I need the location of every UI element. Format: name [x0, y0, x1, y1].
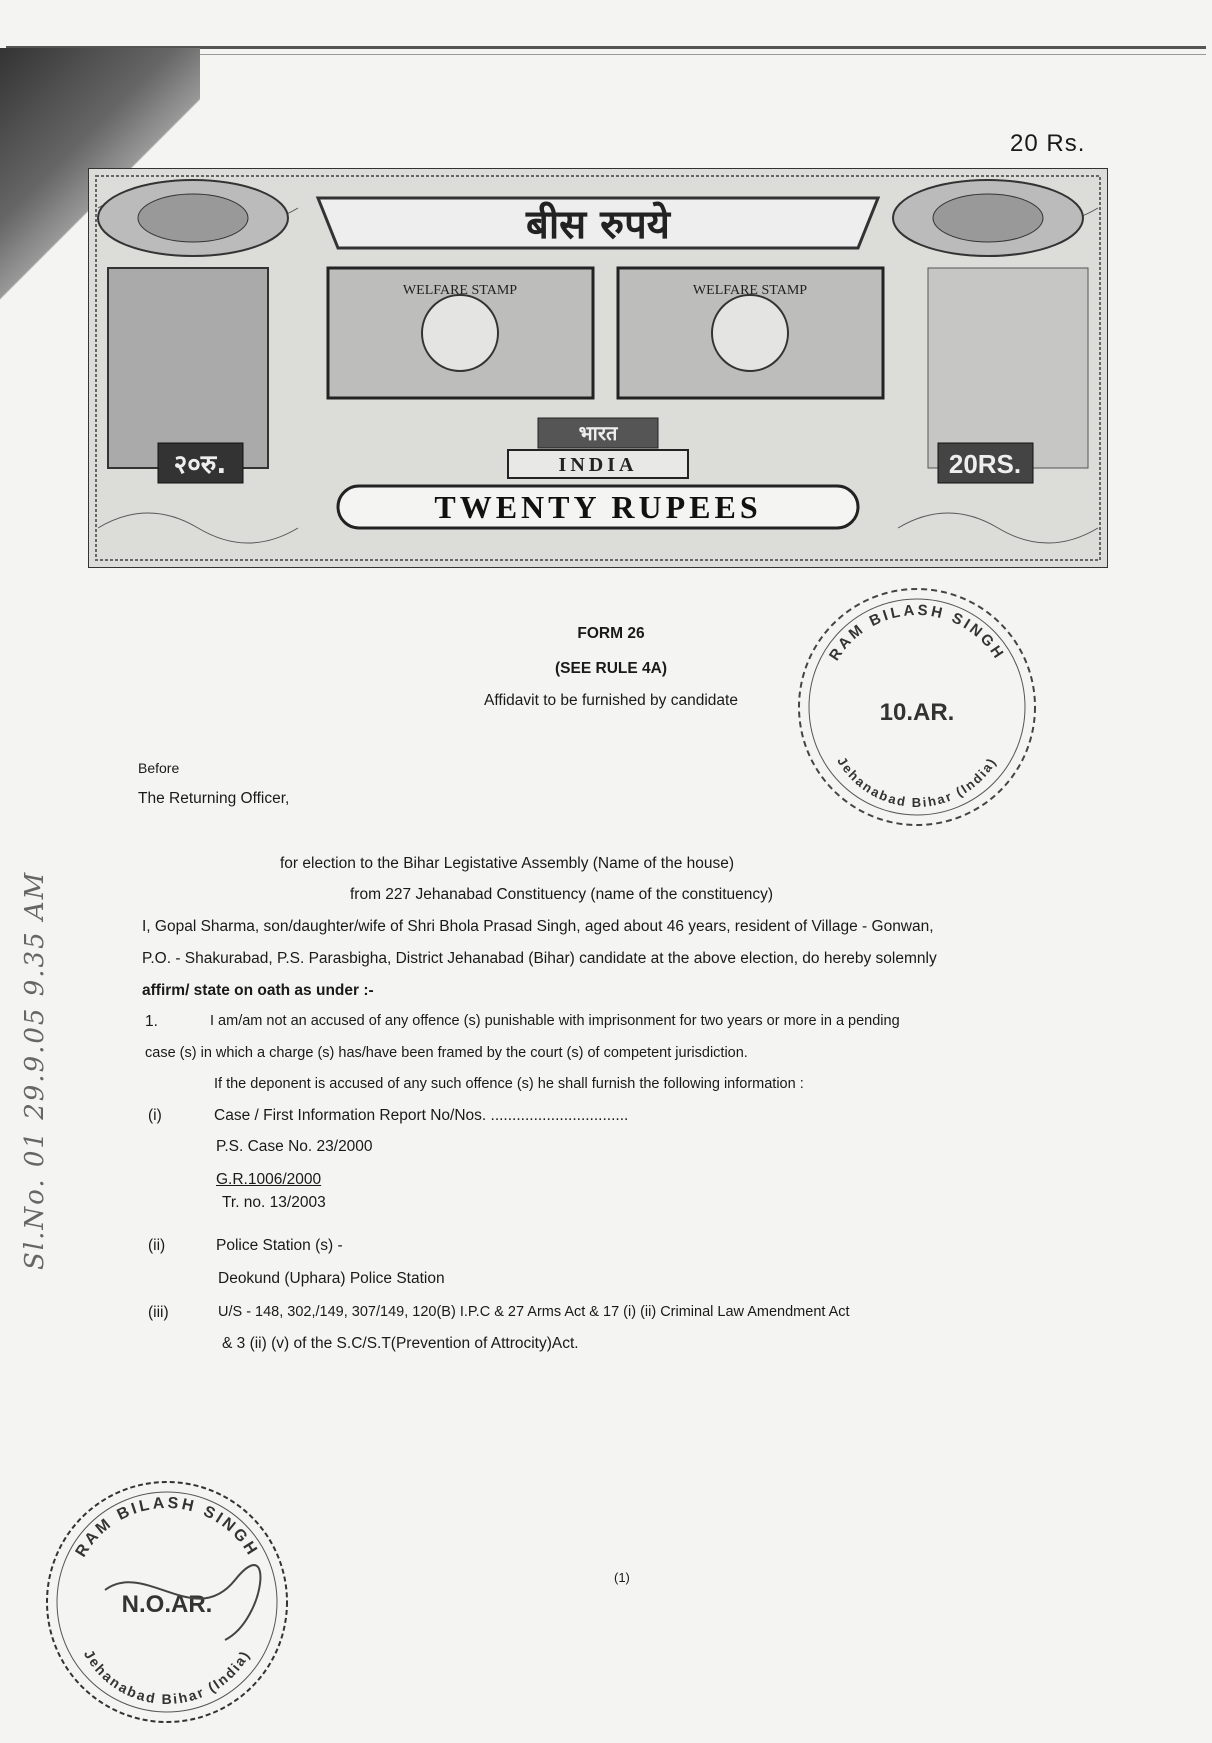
election-line-1: for election to the Bihar Legistative Assembly (Name of the house) [280, 855, 735, 872]
form-subtitle: Affidavit to be furnished by candidate [484, 692, 738, 709]
declaration-line-2: P.O. - Shakurabad, P.S. Parasbigha, District Jehanabad (Bihar) candidate at the above election, do hereby solemnly [142, 950, 937, 967]
svg-text:भारत: भारत [578, 421, 618, 445]
item-1-number: 1. [145, 1013, 158, 1030]
ps-case-number: P.S. Case No. 23/2000 [216, 1138, 373, 1155]
sub-iii-line-2: & 3 (ii) (v) of the S.C/S.T(Prevention of Attrocity)Act. [222, 1335, 579, 1352]
svg-text:२०रु.: २०रु. [173, 450, 227, 480]
stamp-paper-graphic [88, 168, 1108, 568]
right-floral-panel [928, 268, 1088, 468]
stamp-price-label: 20 Rs. [1010, 130, 1086, 157]
welfare-stamp-right [618, 268, 883, 398]
declaration-line-1: I, Gopal Sharma, son/daughter/wife of Shri Bhola Prasad Singh, aged about 46 years, resident of Village - Gonwan, [142, 918, 934, 935]
svg-text:Jehanabad Bihar (India): Jehanabad Bihar (India) [834, 754, 1000, 811]
denomination-words: TWENTY RUPEES [434, 489, 762, 525]
official-seal-top [785, 575, 1050, 840]
svg-text:10.AR.: 10.AR. [879, 699, 955, 726]
svg-text:INDIA: INDIA [558, 454, 638, 476]
police-station-value: Deokund (Uphara) Police Station [218, 1270, 445, 1287]
gr-number: G.R.1006/2000 [216, 1171, 322, 1188]
svg-text:WELFARE STAMP: WELFARE STAMP [402, 283, 518, 298]
sub-i-number: (i) [148, 1107, 162, 1124]
page-number: (1) [614, 1570, 630, 1585]
handwritten-margin-note: Sl.No. 01 29.9.05 9.35 AM [20, 870, 50, 1270]
welfare-stamp-left [328, 268, 593, 398]
svg-text:Jehanabad Bihar (India): Jehanabad Bihar (India) [80, 1646, 254, 1708]
rule-reference: (SEE RULE 4A) [555, 660, 667, 677]
sub-i-label: Case / First Information Report No/Nos. ................................ [214, 1107, 629, 1124]
address-before: Before [138, 760, 180, 776]
official-seal-bottom [35, 1470, 300, 1735]
trial-number: Tr. no. 13/2003 [222, 1194, 326, 1211]
svg-text:20RS.: 20RS. [948, 449, 1022, 479]
form-number: FORM 26 [577, 625, 645, 642]
address-to: The Returning Officer, [138, 790, 290, 807]
svg-text:RAM BILASH SINGH: RAM BILASH SINGH [825, 601, 1009, 664]
left-floral-panel [108, 268, 268, 468]
sub-ii-number: (ii) [148, 1237, 166, 1254]
item-1-line-1: I am/am not an accused of any offence (s) punishable with imprisonment for two years or more in a pending [210, 1013, 900, 1029]
svg-text:N.O.AR.: N.O.AR. [121, 1591, 213, 1618]
election-line-2: from 227 Jehanabad Constituency (name of the constituency) [350, 886, 774, 903]
item-1-line-2: case (s) in which a charge (s) has/have been framed by the court (s) of competent jurisdiction. [145, 1045, 748, 1061]
item-1-line-3: If the deponent is accused of any such offence (s) he shall furnish the following information : [214, 1076, 804, 1092]
sub-iii-line-1: U/S - 148, 302,/149, 307/149, 120(B) I.P.C & 27 Arms Act & 17 (i) (ii) Criminal Law Amendment Act [218, 1304, 850, 1320]
sub-ii-label: Police Station (s) - [216, 1237, 343, 1254]
sub-iii-number: (iii) [148, 1304, 169, 1321]
hindi-banner-text: बीस रुपये [525, 202, 671, 248]
left-rosette [98, 180, 288, 256]
svg-text:RAM BILASH SINGH: RAM BILASH SINGH [72, 1494, 262, 1561]
svg-text:WELFARE STAMP: WELFARE STAMP [692, 283, 808, 298]
right-rosette [893, 180, 1083, 256]
declaration-line-3: affirm/ state on oath as under :- [142, 982, 374, 999]
